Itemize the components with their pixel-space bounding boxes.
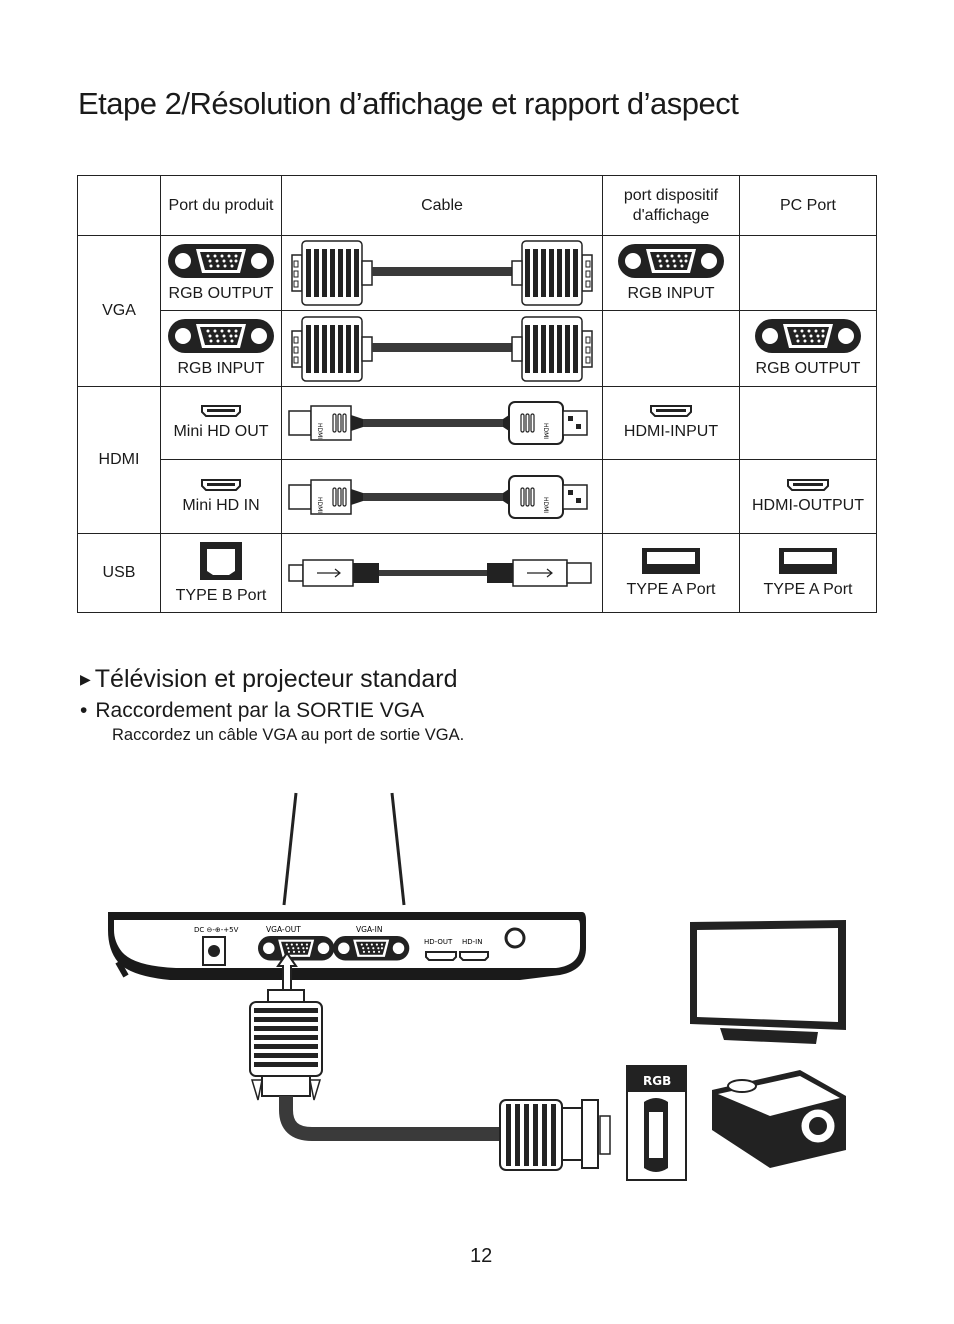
- usb-type-a-port-icon: [778, 547, 838, 575]
- header-display-port: port dispositif d'affichage: [603, 176, 740, 236]
- page-title: Etape 2/Résolution d’affichage et rapport d’aspect: [78, 86, 739, 121]
- pc-port-cell: [740, 387, 877, 460]
- display-port-cell: [603, 460, 740, 534]
- product-port-cell: [161, 236, 282, 311]
- table-row: [78, 311, 877, 387]
- dc-port-label: DC ⊖-⊕-+5V: [194, 926, 239, 934]
- section-heading: [80, 665, 457, 694]
- hd-in-port-label: HD-IN: [462, 938, 483, 946]
- antenna-icon: [284, 793, 404, 905]
- triangle-bullet-icon: ▶: [80, 671, 91, 687]
- port-label: RGB OUTPUT: [755, 360, 861, 377]
- port-label: RGB INPUT: [177, 360, 265, 377]
- hdmi-cable-icon: [287, 398, 597, 448]
- display-port-cell: [603, 534, 740, 613]
- vga-port-icon: [167, 243, 275, 279]
- vga-out-port-label: VGA-OUT: [266, 925, 301, 934]
- display-port-cell: [603, 236, 740, 311]
- section-heading-text: Télévision et projecteur standard: [94, 665, 458, 693]
- cable-cell: [282, 534, 603, 613]
- hd-in-port-icon: [460, 952, 488, 960]
- header-pc-port: PC Port: [740, 176, 877, 236]
- pc-port-cell: [740, 534, 877, 613]
- connection-diagram: [0, 780, 954, 1200]
- port-label: Mini HD IN: [182, 496, 260, 514]
- vga-port-icon: [167, 318, 275, 354]
- hdmi-port-icon: [650, 405, 692, 417]
- port-label: HDMI-INPUT: [623, 423, 719, 440]
- product-port-cell: [161, 387, 282, 460]
- port-label: RGB OUTPUT: [168, 284, 274, 302]
- section-description: Raccordez un câble VGA au port de sortie VGA.: [112, 726, 465, 744]
- product-port-cell: [161, 460, 282, 534]
- group-label-usb: USB: [78, 534, 161, 613]
- hdmi-port-icon: [787, 479, 829, 491]
- dot-bullet-icon: •: [80, 699, 88, 722]
- table-header-row: [78, 176, 877, 236]
- table-row: [78, 460, 877, 534]
- hd-out-port-label: HD-OUT: [424, 938, 453, 946]
- usb-cable-icon: [287, 557, 597, 589]
- rgb-label: RGB: [643, 1074, 672, 1088]
- port-label: RGB INPUT: [627, 284, 715, 302]
- vga-in-port-icon: [333, 936, 409, 960]
- vga-in-port-label: VGA-IN: [356, 925, 383, 934]
- hdmi-cable-icon: [287, 472, 597, 522]
- connection-table: [77, 175, 877, 613]
- cable-cell: [282, 311, 603, 387]
- audio-jack-icon: [506, 929, 524, 947]
- usb-type-a-port-icon: [641, 547, 701, 575]
- display-port-cell: [603, 311, 740, 387]
- port-label: HDMI-OUTPUT: [752, 496, 864, 514]
- header-product-port: Port du produit: [161, 176, 282, 236]
- table-row: [78, 387, 877, 460]
- pc-port-cell: [740, 311, 877, 387]
- hdmi-connector-label: HDMI: [316, 423, 323, 440]
- vga-plug-icon: [500, 1100, 610, 1170]
- hd-out-port-icon: [426, 952, 456, 960]
- table-row: [78, 236, 877, 311]
- page-number: 12: [470, 1245, 493, 1267]
- port-label: TYPE B Port: [175, 586, 267, 604]
- cable-cell: [282, 236, 603, 311]
- vga-plug-icon: [250, 990, 322, 1100]
- pc-port-cell: [740, 460, 877, 534]
- section-subheading: [80, 699, 424, 723]
- header-empty: [78, 176, 161, 236]
- cable-cell: [282, 387, 603, 460]
- port-label: Mini HD OUT: [173, 423, 269, 440]
- hdmi-connector-label: HDMI: [316, 496, 323, 513]
- header-cable: Cable: [282, 176, 603, 236]
- tv-icon: [690, 920, 846, 1044]
- vga-port-icon: [617, 243, 725, 279]
- vga-cable-icon: [290, 240, 594, 306]
- projector-icon: [712, 1070, 846, 1168]
- hdmi-connector-label: HDMI: [542, 423, 549, 440]
- group-label-hdmi: HDMI: [78, 387, 161, 534]
- vga-out-port-icon: [258, 936, 334, 960]
- mini-hdmi-port-icon: [201, 479, 241, 491]
- display-port-cell: [603, 387, 740, 460]
- group-label-vga: VGA: [78, 236, 161, 387]
- vga-port-icon: [754, 318, 862, 354]
- table-row: [78, 534, 877, 613]
- mini-hdmi-port-icon: [201, 405, 241, 417]
- port-label: TYPE A Port: [763, 580, 853, 598]
- usb-type-b-port-icon: [199, 541, 243, 581]
- hdmi-connector-label: HDMI: [542, 496, 549, 513]
- product-port-cell: [161, 534, 282, 613]
- section-subheading-text: Raccordement par la SORTIE VGA: [95, 699, 425, 722]
- vga-cable-icon: [290, 316, 594, 382]
- pc-port-cell: [740, 236, 877, 311]
- product-port-cell: [161, 311, 282, 387]
- cable-cell: [282, 460, 603, 534]
- port-label: TYPE A Port: [626, 580, 716, 598]
- vga-cable-line-icon: [286, 1096, 500, 1134]
